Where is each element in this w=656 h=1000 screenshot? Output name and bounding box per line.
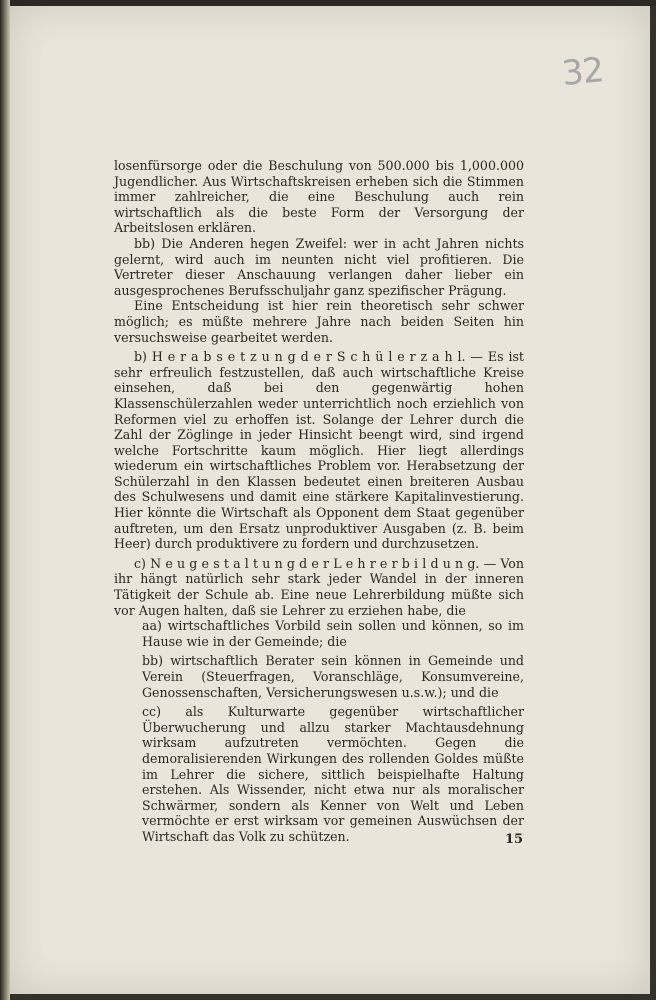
paragraph-continuation: losenfürsorge oder die Beschulung von 500.000 bis 1,000.000 Jugendlicher. Aus Wirtschaftskreisen erheben sich die Stimmen immer zahlreicher, die eine Beschulung auch rein wirtschaftlich als die beste Form der Versorgung der Arbeitslosen erklären. (114, 158, 524, 236)
page-number: 15 (505, 832, 524, 847)
paragraph-bb-others: bb) Die Anderen hegen Zweifel: wer in acht Jahren nichts gelernt, wird auch im neunten nicht viel profitieren. Die Vertreter dieser Anschauung verlangen daher lieber ein ausgesprochenes Berufsschuljahr ganz spezifischer Prägung. (114, 235, 524, 298)
list-item-bb: bb) wirtschaftlich Berater sein können in Gemeinde und Verein (Steuerfragen, Voranschläge, Konsumvereine, Genossenschaften, Versicherungswesen u.s.w.); und die (142, 653, 524, 700)
list-item-aa: aa) wirtschaftliches Vorbild sein sollen und können, so im Hause wie in der Gemeinde; die (142, 618, 524, 649)
paragraph-c-teacher-training: c) N e u g e s t a l t u n g d e r L e h r e r b i l d u n g. — Von ihr hängt natürlich sehr stark jeder Wandel in der inneren Tätigkeit der Schule ab. Eine neue Lehrerbildung müßte sich vor Augen halten, daß sie Lehrer zu erziehen habe, die (114, 555, 524, 618)
body-text (114, 158, 524, 845)
paragraph-b-student-count: b) H e r a b s e t z u n g d e r S c h ü l e r z a h l. — Es ist sehr erfreulich festzustellen, daß auch wirtschaftliche Kreise einsehen, daß bei den gegenwärtig hohen Klassenschülerzahlen weder unterrichtlich noch erziehlich von Reformen viel zu erhoffen ist. Solange der Lehrer durch die Zahl der Zöglinge in jeder Hinsicht beengt wird, sind irgend welche Fortschritte kaum möglich. Hier liegt allerdings wiederum ein wirtschaftliches Problem vor. Herabsetzung der Schülerzahl in den Klassen bedeutet einen breiteren Ausbau des Schulwesens und damit eine stärkere Kapitalinvestierung. Hier könnte die Wirtschaft als Opponent dem Staat gegenüber auftreten, um den Ersatz unproduktiver Ausgaben (z. B. beim Heer) durch produktivere zu fordern und durchzusetzen. (114, 349, 524, 552)
scan-binding-edge (0, 0, 10, 1000)
list-item-cc: cc) als Kulturwarte gegenüber wirtschaftlicher Überwucherung und allzu starker Machtausdehnung wirksam aufzutreten vermöchten. Gegen die demoralisierenden Wirkungen des rollenden Goldes müßte im Lehrer die sichere, sittlich beispielhafte Haltung erstehen. Als Wissender, nicht etwa nur als moralischer Schwärmer, sondern als Kenner von Welt und Leben vermöchte er erst wirksam vor gemeinen Auswüchsen der Wirtschaft das Volk zu schützen. (142, 704, 524, 844)
archive-folio-mark: 32 (560, 49, 606, 95)
paragraph-decision: Eine Entscheidung ist hier rein theoretisch sehr schwer möglich; es müßte mehrere Jahre nach beiden Seiten hin versuchsweise gearbeitet werden. (114, 298, 524, 345)
